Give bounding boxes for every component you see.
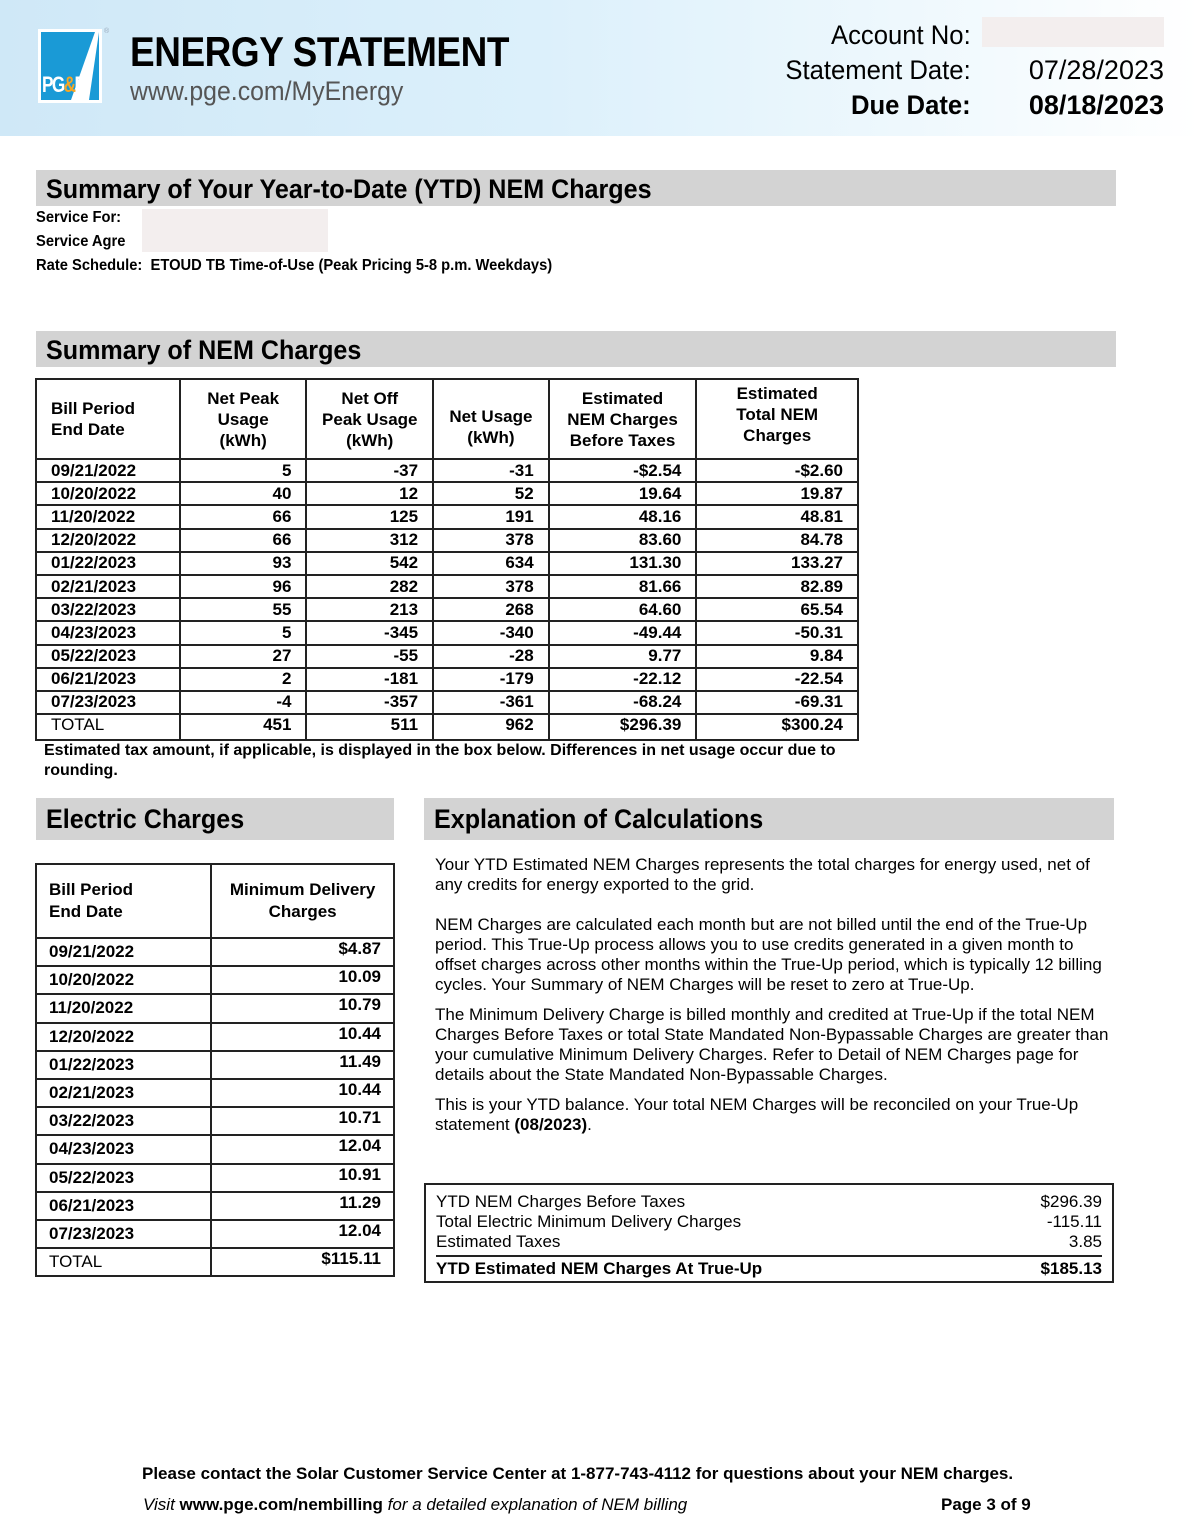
tax-note: Estimated tax amount, if applicable, is displayed in the box below. Differences in net usage occur due to rounding.	[44, 742, 836, 779]
cell-date: 11/20/2022	[36, 505, 180, 528]
table-row	[36, 621, 858, 644]
cell-value: -340	[433, 621, 549, 644]
table-row	[36, 966, 394, 994]
contact-text: Please contact the Solar Customer Service Center at 1-877-743-4112 for questions about your NEM charges.	[142, 1464, 1014, 1483]
cell-value: 19.64	[549, 482, 697, 505]
cell-value: 268	[433, 598, 549, 621]
cell-value: 9.84	[696, 645, 858, 668]
cell-value: 5	[180, 459, 307, 482]
cell-value: -181	[306, 668, 433, 691]
table-header-row	[36, 864, 394, 938]
cell-date: 03/22/2023	[36, 598, 180, 621]
cell-value: -22.54	[696, 668, 858, 691]
table-row	[36, 482, 858, 505]
statement-date-label: Statement Date:	[785, 55, 971, 85]
table-row	[36, 1135, 394, 1163]
nem-charges-table	[35, 378, 859, 741]
cell-value: 11.49	[211, 1051, 394, 1079]
table-row	[36, 505, 858, 528]
cell-value: -50.31	[696, 621, 858, 644]
cell-date: 09/21/2022	[36, 938, 211, 966]
table-row	[36, 645, 858, 668]
total-value: 511	[306, 714, 433, 740]
due-date: 08/18/2023	[1028, 90, 1164, 120]
cell-value: -357	[306, 691, 433, 714]
cell-value: 55	[180, 598, 307, 621]
cell-value: 9.77	[549, 645, 697, 668]
cell-value: 93	[180, 552, 307, 575]
explanation-paragraph: The Minimum Delivery Charge is billed monthly and credited at True-Up if the total NEM Charges Before Taxes or total State Mandated Non-Bypassable Charges are greater than your cumulative Minimum Delivery Charges. Refer to Detail of NEM Charges page for details about the State Mandated Non-Bypassable Charges.	[435, 1005, 1109, 1084]
cell-value: 10.09	[211, 966, 394, 994]
total-label: TOTAL	[36, 1248, 211, 1276]
statement-header	[0, 0, 1200, 136]
cell-value: 10.79	[211, 994, 394, 1022]
cell-value: 12.04	[211, 1135, 394, 1163]
cell-date: 04/23/2023	[36, 621, 180, 644]
electric-charges-table	[35, 863, 395, 1277]
cell-value: 10.44	[211, 1079, 394, 1107]
cell-date: 05/22/2023	[36, 1164, 211, 1192]
table-row	[36, 691, 858, 714]
cell-value: 84.78	[696, 529, 858, 552]
totals-grand-total: YTD Estimated NEM Charges At True-Up $185.13	[436, 1255, 1102, 1279]
cell-value: 191	[433, 505, 549, 528]
ytd-section-heading: Summary of Your Year-to-Date (YTD) NEM Charges	[36, 170, 1116, 206]
cell-value: 131.30	[549, 552, 697, 575]
col-header-net-off-peak: Net Off Peak Usage (kWh)	[306, 379, 433, 459]
cell-value: 312	[306, 529, 433, 552]
col-header-total-nem: Estimated Total NEM Charges	[696, 379, 858, 459]
cell-date: 12/20/2022	[36, 1023, 211, 1051]
total-value: $300.24	[696, 714, 858, 740]
cell-value: 5	[180, 621, 307, 644]
table-header-row	[36, 379, 858, 459]
due-date-label: Due Date:	[850, 90, 971, 120]
balance-paragraph: This is your YTD balance. Your total NEM Charges will be reconciled on your True-Up statement (08/2023).	[435, 1095, 1079, 1134]
cell-date: 01/22/2023	[36, 1051, 211, 1079]
cell-value: 96	[180, 575, 307, 598]
cell-date: 06/21/2023	[36, 1192, 211, 1220]
cell-date: 07/23/2023	[36, 691, 180, 714]
cell-date: 05/22/2023	[36, 645, 180, 668]
trueup-date: (08/2023)	[514, 1115, 588, 1134]
cell-value: -361	[433, 691, 549, 714]
electric-charges-heading: Electric Charges	[36, 798, 394, 840]
col-header-min-delivery: Minimum Delivery Charges	[211, 864, 394, 938]
page-number: Page 3 of 9	[941, 1495, 1031, 1514]
table-row	[36, 1107, 394, 1135]
explanation-paragraph: NEM Charges are calculated each month but are not billed until the end of the True-Up period. This True-Up process allows you to use credits generated in a given month to offset charges across other months within the True-Up period, which is typically 12 billing cycles. Your Summary of NEM Charges will be reset to zero at True-Up.	[435, 915, 1102, 994]
cell-value: -55	[306, 645, 433, 668]
total-value: 451	[180, 714, 307, 740]
col-header-nem-before-taxes: Estimated NEM Charges Before Taxes	[549, 379, 697, 459]
cell-value: 82.89	[696, 575, 858, 598]
cell-value: 11.29	[211, 1192, 394, 1220]
cell-value: 48.16	[549, 505, 697, 528]
cell-value: 27	[180, 645, 307, 668]
cell-value: -179	[433, 668, 549, 691]
cell-date: 02/21/2023	[36, 575, 180, 598]
cell-value: -28	[433, 645, 549, 668]
cell-value: 40	[180, 482, 307, 505]
cell-value: $4.87	[211, 938, 394, 966]
table-row	[36, 552, 858, 575]
cell-value: -69.31	[696, 691, 858, 714]
table-row	[36, 529, 858, 552]
service-for-row: Service For:	[36, 209, 122, 226]
cell-date: 10/20/2022	[36, 966, 211, 994]
cell-date: 03/22/2023	[36, 1107, 211, 1135]
table-row	[36, 1220, 394, 1248]
table-row	[36, 575, 858, 598]
nem-billing-link[interactable]: www.pge.com/nembilling	[179, 1495, 383, 1514]
cell-value: 282	[306, 575, 433, 598]
service-agreement-row: Service Agre	[36, 233, 126, 250]
cell-value: -$2.60	[696, 459, 858, 482]
visit-text: Visit www.pge.com/nembilling for a detailed explanation of NEM billing	[143, 1495, 688, 1514]
total-value: 962	[433, 714, 549, 740]
cell-value: -22.12	[549, 668, 697, 691]
cell-date: 01/22/2023	[36, 552, 180, 575]
table-row	[36, 994, 394, 1022]
cell-value: 12	[306, 482, 433, 505]
cell-value: -68.24	[549, 691, 697, 714]
cell-value: -49.44	[549, 621, 697, 644]
totals-row: YTD NEM Charges Before Taxes $296.39	[436, 1192, 1102, 1211]
cell-value: 81.66	[549, 575, 697, 598]
table-row	[36, 598, 858, 621]
pge-logo: PG&E	[38, 29, 102, 103]
service-info-redacted	[142, 209, 328, 252]
col-header-bill-period: Bill Period End Date	[36, 864, 211, 938]
cell-value: 542	[306, 552, 433, 575]
cell-value: -37	[306, 459, 433, 482]
table-row	[36, 938, 394, 966]
account-label: Account No:	[830, 20, 971, 50]
cell-date: 12/20/2022	[36, 529, 180, 552]
table-total-row	[36, 1248, 394, 1276]
table-row	[36, 459, 858, 482]
cell-value: 83.60	[549, 529, 697, 552]
ytd-totals-box	[424, 1183, 1114, 1283]
cell-date: 10/20/2022	[36, 482, 180, 505]
total-value: $296.39	[549, 714, 697, 740]
table-row	[36, 1023, 394, 1051]
col-header-net-usage: Net Usage (kWh)	[433, 379, 549, 459]
cell-value: -$2.54	[549, 459, 697, 482]
cell-date: 09/21/2022	[36, 459, 180, 482]
table-row	[36, 1164, 394, 1192]
cell-value: 213	[306, 598, 433, 621]
rate-schedule-value: ETOUD TB Time-of-Use (Peak Pricing 5-8 p.m. Weekdays)	[150, 257, 553, 274]
nem-summary-heading: Summary of NEM Charges	[36, 331, 1116, 367]
table-row	[36, 1079, 394, 1107]
cell-value: 10.71	[211, 1107, 394, 1135]
cell-value: 12.04	[211, 1220, 394, 1248]
cell-value: 634	[433, 552, 549, 575]
cell-value: 52	[433, 482, 549, 505]
cell-value: 64.60	[549, 598, 697, 621]
cell-date: 06/21/2023	[36, 668, 180, 691]
totals-row: Total Electric Minimum Delivery Charges -115.11	[436, 1212, 1102, 1231]
cell-value: -345	[306, 621, 433, 644]
cell-value: -4	[180, 691, 307, 714]
table-row	[36, 668, 858, 691]
table-row	[36, 1051, 394, 1079]
col-header-net-peak: Net Peak Usage (kWh)	[180, 379, 307, 459]
cell-value: 125	[306, 505, 433, 528]
col-header-bill-period: Bill Period End Date	[36, 379, 180, 459]
table-total-row	[36, 714, 858, 740]
totals-row: Estimated Taxes 3.85	[436, 1232, 1102, 1251]
cell-date: 11/20/2022	[36, 994, 211, 1022]
total-value: $115.11	[211, 1248, 394, 1276]
cell-value: 10.91	[211, 1164, 394, 1192]
cell-value: 2	[180, 668, 307, 691]
cell-date: 07/23/2023	[36, 1220, 211, 1248]
account-number-redacted	[982, 17, 1164, 47]
cell-value: 133.27	[696, 552, 858, 575]
cell-value: 65.54	[696, 598, 858, 621]
explanation-text	[435, 855, 1115, 1145]
cell-value: 48.81	[696, 505, 858, 528]
cell-value: 66	[180, 505, 307, 528]
cell-date: 04/23/2023	[36, 1135, 211, 1163]
rate-schedule-row: Rate Schedule: ETOUD TB Time-of-Use (Peak Pricing 5-8 p.m. Weekdays)	[36, 257, 553, 274]
cell-value: 19.87	[696, 482, 858, 505]
page-title: ENERGY STATEMENT	[130, 28, 510, 75]
explanation-paragraph: Your YTD Estimated NEM Charges represents the total charges for energy used, net of any credits for energy exported to the grid.	[435, 855, 1090, 894]
statement-date: 07/28/2023	[1028, 55, 1164, 85]
explanation-heading: Explanation of Calculations	[424, 798, 1114, 840]
cell-value: 66	[180, 529, 307, 552]
cell-value: 378	[433, 575, 549, 598]
cell-value: 378	[433, 529, 549, 552]
registered-mark: ®	[104, 28, 110, 35]
cell-value: 10.44	[211, 1023, 394, 1051]
total-label: TOTAL	[36, 714, 180, 740]
account-info	[744, 18, 1164, 123]
table-row	[36, 1192, 394, 1220]
cell-value: -31	[433, 459, 549, 482]
website-link[interactable]: www.pge.com/MyEnergy	[130, 76, 404, 106]
cell-date: 02/21/2023	[36, 1079, 211, 1107]
